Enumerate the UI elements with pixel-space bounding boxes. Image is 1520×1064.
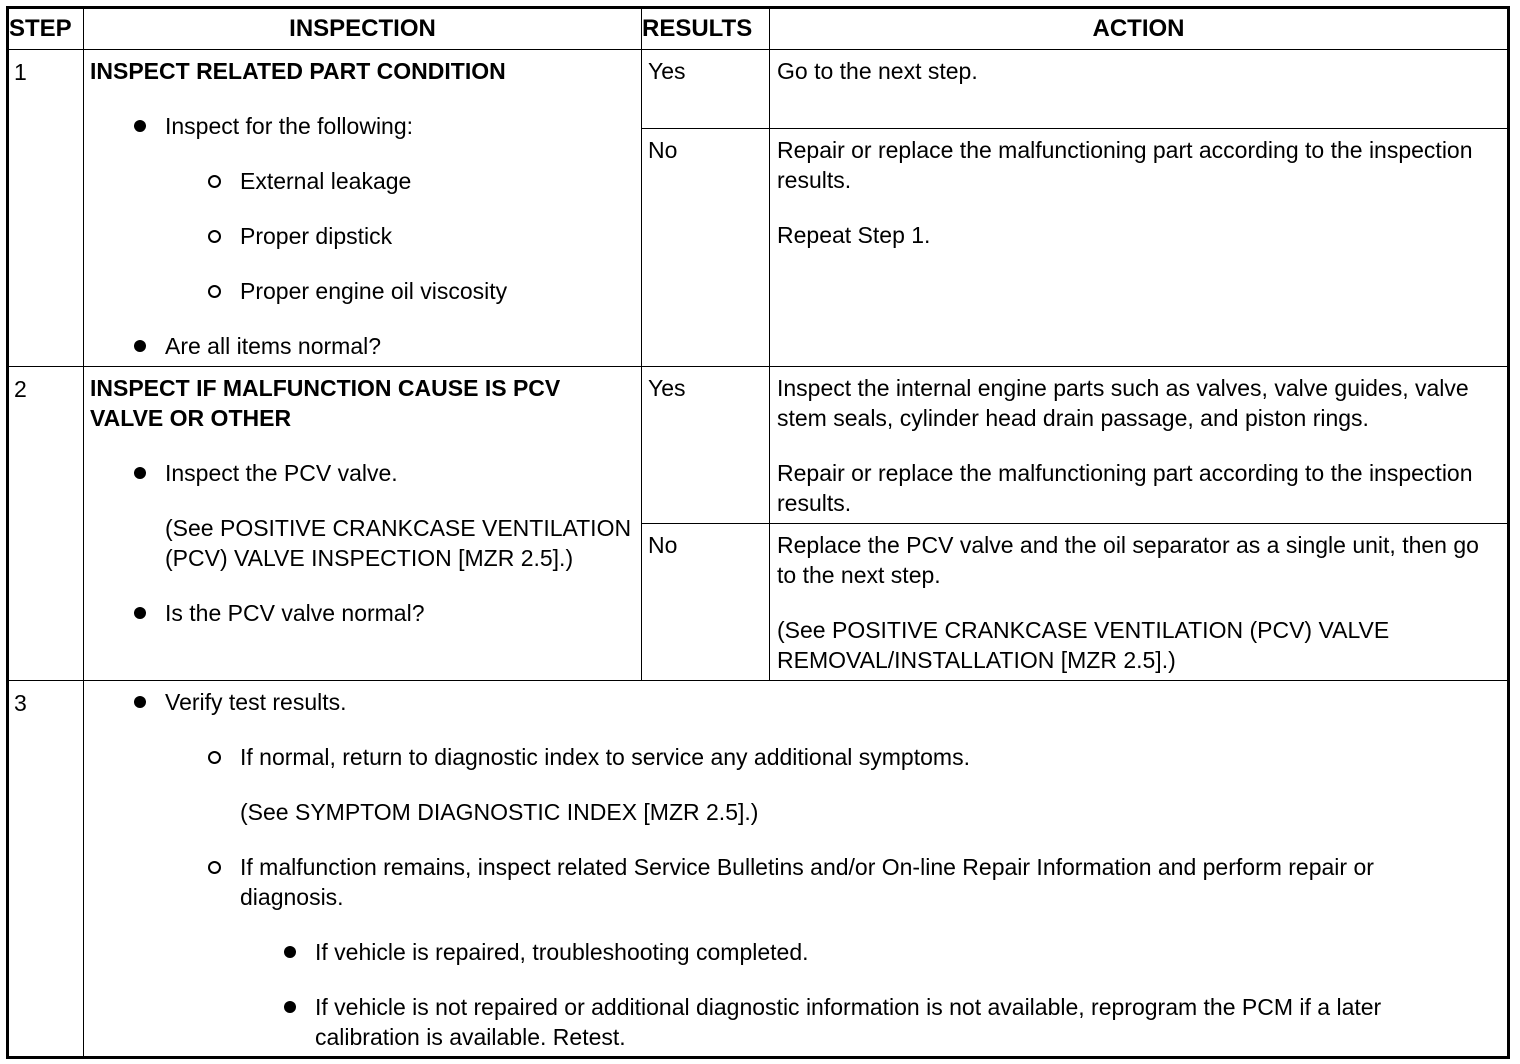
step1-title: INSPECT RELATED PART CONDITION (90, 58, 506, 84)
bullet-dot-icon (134, 607, 146, 619)
step1-number: 1 (8, 50, 84, 367)
bullet-ring-icon (208, 285, 221, 298)
bullet-ring-icon (208, 751, 221, 764)
bullet-ring-icon (208, 175, 221, 188)
step2-title: INSPECT IF MALFUNCTION CAUSE IS PCV VALVE OR OTHER (90, 375, 561, 431)
bullet-dot-icon (134, 120, 146, 132)
diagnostic-table (6, 6, 1510, 1059)
step1-no-label: No (642, 129, 770, 367)
step2-number: 2 (8, 367, 84, 681)
list-item: Inspect for the following: (90, 111, 635, 141)
list-item: If vehicle is not repaired or additional diagnostic information is not available, reprogram the PCM if a later calibration is available. Retest. (90, 992, 1501, 1052)
step2-no-label: No (642, 524, 770, 681)
see-reference: (See SYMPTOM DIAGNOSTIC INDEX [MZR 2.5].) (240, 799, 759, 825)
step3-number: 3 (8, 681, 84, 1058)
list-item: External leakage (90, 166, 635, 196)
step2-inspection (84, 367, 642, 681)
header-inspection: INSPECTION (84, 8, 642, 50)
list-item: Proper engine oil viscosity (90, 276, 635, 306)
list-item: Are all items normal? (90, 331, 635, 361)
bullet-ring-icon (208, 230, 221, 243)
step1-no-action: Repair or replace the malfunctioning part according to the inspection results. Repeat Step 1. (770, 129, 1509, 367)
see-reference: (See POSITIVE CRANKCASE VENTILATION (PCV) VALVE INSPECTION [MZR 2.5].) (165, 515, 632, 571)
step2-yes-row (8, 367, 1509, 524)
header-results: RESULTS (642, 8, 770, 50)
header-row (8, 8, 1509, 50)
step2-yes-action: Inspect the internal engine parts such as valves, valve guides, valve stem seals, cylinder head drain passage, and piston rings. Repair or replace the malfunctioning part according to the inspection results. (770, 367, 1509, 524)
step3-inspection (84, 681, 1509, 1058)
step1-yes-label: Yes (642, 50, 770, 129)
bullet-dot-icon (284, 1001, 296, 1013)
bullet-dot-icon (134, 467, 146, 479)
list-item: If normal, return to diagnostic index to service any additional symptoms. (90, 742, 1501, 772)
step3-row (8, 681, 1509, 1058)
step1-yes-row (8, 50, 1509, 129)
step1-inspection (84, 50, 642, 367)
header-action: ACTION (770, 8, 1509, 50)
list-item: If vehicle is repaired, troubleshooting completed. (90, 937, 1501, 967)
bullet-dot-icon (284, 946, 296, 958)
bullet-dot-icon (134, 696, 146, 708)
list-item: Is the PCV valve normal? (90, 598, 635, 628)
bullet-dot-icon (134, 340, 146, 352)
step1-yes-action: Go to the next step. (770, 50, 1509, 129)
list-item: Inspect the PCV valve. (90, 458, 635, 488)
step2-yes-label: Yes (642, 367, 770, 524)
step2-no-action: Replace the PCV valve and the oil separator as a single unit, then go to the next step. (See POSITIVE CRANKCASE VENTILATION (PCV) VALVE REMOVAL/INSTALLATION [MZR 2.5].) (770, 524, 1509, 681)
list-item: If malfunction remains, inspect related Service Bulletins and/or On-line Repair Information and perform repair or diagnosis. (90, 852, 1501, 912)
list-item: Proper dipstick (90, 221, 635, 251)
bullet-ring-icon (208, 861, 221, 874)
header-step: STEP (8, 8, 84, 50)
list-item: Verify test results. (90, 687, 1501, 717)
